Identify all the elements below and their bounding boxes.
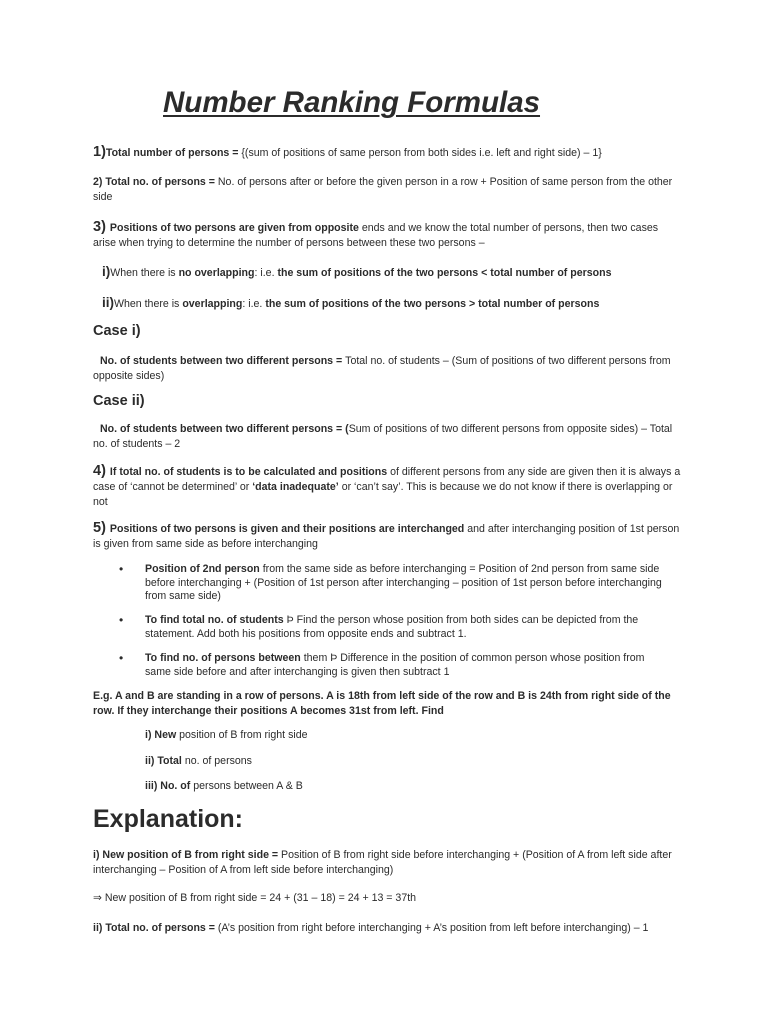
bullet-item: [145, 652, 670, 679]
formula-4: [93, 464, 683, 510]
formula-2: [93, 175, 683, 205]
formula-label: Total number of persons =: [105, 147, 242, 159]
item-number: 2): [93, 176, 106, 188]
bullet-text: them Þ Difference in the position of common person whose position from same side before and after interchanging is given then subtract 1: [145, 652, 645, 678]
explanation-step-3: [93, 921, 683, 936]
case-i-formula: [93, 354, 683, 384]
subcase-text: When there is: [114, 298, 183, 310]
subcase-number: ii): [102, 295, 114, 310]
bullet-text: from the same side as before interchanging = Position of 2nd person from same side before interchanging + (Position of 1st person after interchanging – position of 1st person before interchanging from same side): [145, 563, 662, 602]
question-ii: [145, 754, 252, 769]
formula-3: [93, 220, 683, 251]
item-number: 5): [93, 520, 110, 536]
bullet-label: To find total no. of students: [145, 614, 284, 626]
case-formula-label: No. of students between two different persons = (: [100, 423, 349, 435]
formula-5: [93, 521, 683, 552]
subcase-condition: the sum of positions of the two persons > total number of persons: [265, 298, 600, 310]
case-i-heading: Case i): [93, 323, 141, 339]
formula-keyword: ‘data inadequate’: [252, 481, 339, 493]
subcase-text: : i.e.: [242, 298, 266, 310]
formula-text: ends and we know the total number of persons, then two cases arise when trying to determine the number of persons between these two persons –: [93, 222, 659, 249]
subcase-keyword: overlapping: [182, 298, 243, 310]
example-statement: E.g. A and B are standing in a row of persons. A is 18th from left side of the row and B is 24th from right side of the row. If they interchange their positions A becomes 31st from left. Find: [93, 690, 671, 717]
case-formula-text: Total no. of students – (Sum of positions of two different persons from opposite sides): [93, 355, 671, 382]
bullet-item: [145, 614, 670, 641]
question-i: [145, 728, 308, 743]
item-number: 1): [93, 144, 106, 160]
question-iii: [145, 779, 303, 794]
question-text: persons between A & B: [190, 780, 303, 792]
page-title: Number Ranking Formulas: [163, 86, 541, 119]
subcase-text: : i.e.: [254, 267, 278, 279]
question-label: iii) No. of: [145, 780, 191, 792]
explanation-text: (A’s position from right before interchanging + A’s position from left before interchanging) – 1: [217, 922, 649, 934]
item-number: 4): [93, 463, 110, 479]
formula-text: of different persons from any side are given then it is always a case of ‘cannot be determined’ or: [93, 466, 681, 493]
formula-label: Total no. of persons =: [105, 176, 218, 188]
case-formula-text: Sum of positions of two different persons from opposite sides) – Total no. of students – 2: [93, 423, 673, 450]
question-text: no. of persons: [181, 755, 252, 767]
explanation-step-1: [93, 848, 683, 878]
subcase-ii: [102, 295, 599, 312]
case-ii-heading: Case ii): [93, 393, 145, 409]
formula-label: If total no. of students is to be calculated and positions: [109, 466, 388, 478]
bullet-symbol: •: [119, 562, 124, 576]
case-formula-label: No. of students between two different persons =: [100, 355, 346, 367]
question-text: position of B from right side: [176, 729, 308, 741]
item-number: 3): [93, 219, 110, 235]
explanation-label: ii) Total no. of persons =: [93, 922, 218, 934]
subcase-text: When there is: [110, 267, 179, 279]
bullet-label: To find no. of persons between: [145, 652, 301, 664]
formula-text: No. of persons after or before the given person in a row + Position of same person from the other side: [93, 176, 673, 203]
formula-text: {(sum of positions of same person from both sides i.e. left and right side) – 1}: [241, 147, 602, 159]
subcase-keyword: no overlapping: [178, 267, 255, 279]
question-label: ii) Total: [145, 755, 182, 767]
formula-label: Positions of two persons are given from opposite: [109, 222, 359, 234]
explanation-heading: Explanation:: [93, 805, 244, 833]
bullet-label: Position of 2nd person: [145, 563, 260, 575]
subcase-i: [102, 264, 612, 281]
explanation-step-2: ⇒ New position of B from right side = 24 + (31 – 18) = 24 + 13 = 37th: [93, 892, 417, 904]
formula-text: or ‘can’t say’. This is because we do not know if there is overlapping or not: [93, 481, 673, 508]
bullet-item: [145, 563, 670, 604]
formula-text: and after interchanging position of 1st person is given from same side as before interchanging: [93, 523, 680, 550]
question-label: i) New: [145, 729, 177, 741]
case-ii-formula: [93, 422, 683, 452]
formula-label: Positions of two persons is given and their positions are interchanged: [109, 523, 465, 535]
bullet-text: Þ Find the person whose position from both sides can be depicted from the statement. Add both his positions from opposite ends and subtract 1.: [145, 614, 639, 640]
bullet-symbol: •: [119, 613, 124, 627]
formula-1: [93, 145, 683, 161]
explanation-text: Position of B from right side before interchanging + (Position of A from left side after interchanging – Position of A from left side before interchanging): [93, 849, 672, 876]
explanation-label: i) New position of B from right side =: [93, 849, 282, 861]
bullet-symbol: •: [119, 651, 124, 665]
subcase-number: i): [102, 264, 111, 279]
subcase-condition: the sum of positions of the two persons < total number of persons: [277, 267, 612, 279]
